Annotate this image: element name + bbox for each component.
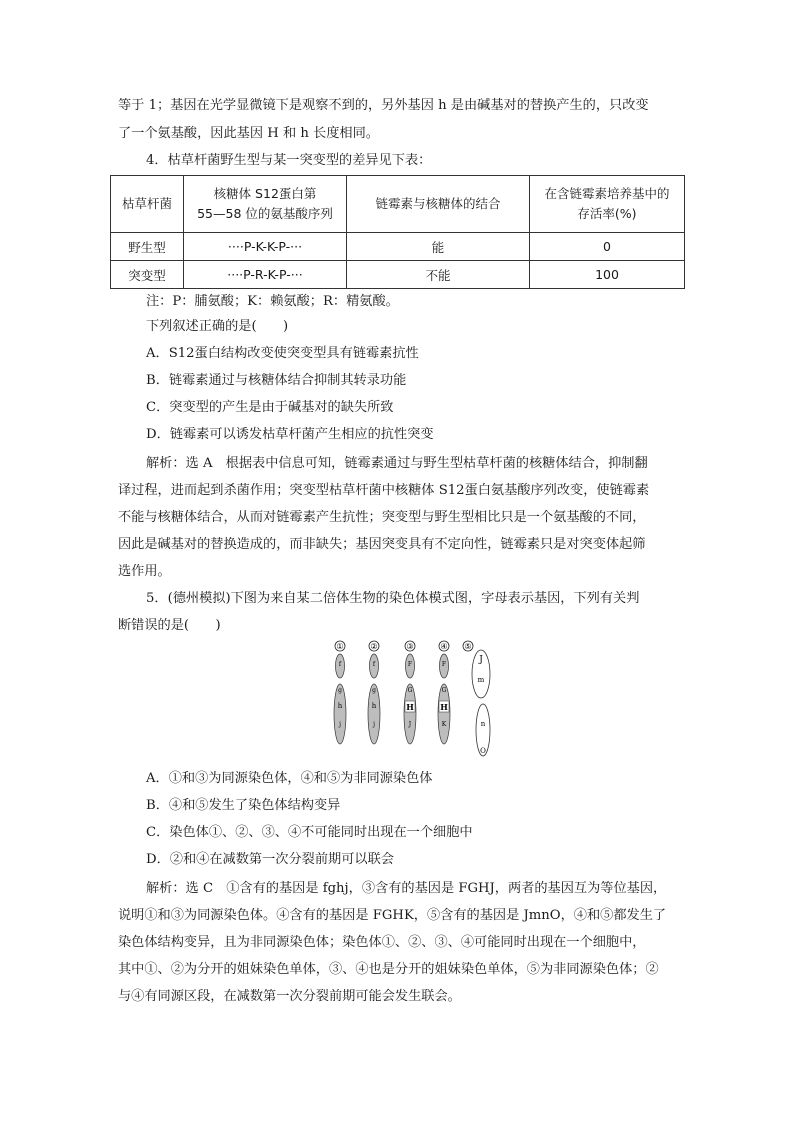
header-cell xyxy=(530,176,685,233)
chromosome-2 xyxy=(368,641,380,744)
answer-line: 解析：选 C ①含有的基因是 fghj，③含有的基因是 FGHJ，两者的基因互为等位基因， xyxy=(146,881,667,896)
header-text: 核糖体 S12蛋白第 xyxy=(213,186,317,201)
chromosome-3 xyxy=(404,641,416,744)
table-cell: 0 xyxy=(530,233,685,261)
gene-label: f xyxy=(338,661,342,668)
gene-label: h xyxy=(337,702,343,710)
question-4-title: 4．枯草杆菌野生型与某一突变型的差异见下表： xyxy=(146,153,432,168)
answer-line: 译过程，进而起到杀菌作用；突变型枯草杆菌中核糖体 S12蛋白氨基酸序列改变，使链霉素 xyxy=(118,483,650,498)
gene-label: f xyxy=(372,661,376,668)
header-text: 在含链霉素培养基中的 xyxy=(544,186,670,201)
gene-label: F xyxy=(407,661,413,668)
header-cell: 枯草杆菌 xyxy=(111,176,184,233)
gene-label: m xyxy=(477,676,485,684)
table-row xyxy=(111,233,685,261)
question-5-title: 断错误的是( ) xyxy=(118,618,221,633)
paragraph-line: 了一个氨基酸，因此基因 H 和 h 长度相同。 xyxy=(118,126,379,141)
question-stem: 下列叙述正确的是( ) xyxy=(146,319,289,334)
gene-label: j xyxy=(373,721,375,728)
gene-label: g xyxy=(372,687,376,694)
answer-line: 说明①和③为同源染色体。④含有的基因是 FGHK，⑤含有的基因是 JmnO，④和⑤都发生了 xyxy=(118,908,667,923)
chromosome-diagram xyxy=(318,640,508,760)
option-d: D．链霉素可以诱发枯草杆菌产生相应的抗性突变 xyxy=(146,427,434,442)
answer-line: 染色体结构变异，且为非同源染色体；染色体①、②、③、④可能同时出现在一个细胞中， xyxy=(118,935,646,950)
chromosome-number: ④ xyxy=(440,642,448,651)
header-text: 55—58 位的氨基酸序列 xyxy=(197,206,333,221)
table-cell: 不能 xyxy=(347,261,530,289)
chromosome-4 xyxy=(438,641,450,744)
gene-label: G xyxy=(441,687,447,694)
gene-label: F xyxy=(441,661,447,668)
answer-line: 其中①、②为分开的姐妹染色单体，③、④也是分开的姐妹染色单体，⑤为非同源染色体；② xyxy=(118,962,659,977)
gene-label: J xyxy=(408,721,412,728)
gene-label: O xyxy=(480,747,486,755)
option-d: D．②和④在减数第一次分裂前期可以联会 xyxy=(146,852,394,867)
gene-label: h xyxy=(371,702,377,710)
answer-line: 不能与核糖体结合，从而对链霉素产生抗性；突变型与野生型相比只是一个氨基酸的不同， xyxy=(118,510,646,525)
table-cell: 野生型 xyxy=(111,233,184,261)
chromosome-5 xyxy=(463,641,490,756)
table-cell: ····P-R-K-P-··· xyxy=(184,261,347,289)
question-5-title: 5．(德州模拟)下图为来自某二倍体生物的染色体模式图，字母表示基因，下列有关判 xyxy=(146,591,640,606)
table-row xyxy=(111,261,685,289)
chromosome-number: ② xyxy=(370,642,378,651)
chromosome-number: ③ xyxy=(406,642,414,651)
option-b: B．链霉素通过与核糖体结合抑制其转录功能 xyxy=(146,373,407,388)
option-c: C．突变型的产生是由于碱基对的缺失所致 xyxy=(146,400,394,415)
table-cell: ····P-K-K-P-··· xyxy=(184,233,347,261)
option-b: B．④和⑤发生了染色体结构变异 xyxy=(146,798,341,813)
answer-line: 选作用。 xyxy=(118,564,171,579)
gene-label: G xyxy=(407,687,413,694)
option-a: A．S12蛋白结构改变使突变型具有链霉素抗性 xyxy=(146,346,419,361)
comparison-table xyxy=(110,175,685,289)
chromosome-number: ① xyxy=(336,642,344,651)
header-text: 存活率(%) xyxy=(577,206,637,221)
paragraph-line: 等于 1；基因在光学显微镜下是观察不到的，另外基因 h 是由碱基对的替换产生的，只改变 xyxy=(118,98,649,113)
table-cell: 突变型 xyxy=(111,261,184,289)
gene-label: K xyxy=(441,721,447,728)
gene-label: H xyxy=(406,702,414,712)
header-cell: 链霉素与核糖体的结合 xyxy=(347,176,530,233)
gene-label: g xyxy=(338,687,342,694)
table-cell: 能 xyxy=(347,233,530,261)
answer-line: 与④有同源区段，在减数第一次分裂前期可能会发生联会。 xyxy=(118,989,461,1004)
gene-label: H xyxy=(440,702,448,712)
table-note: 注：P：脯氨酸；K：赖氨酸；R：精氨酸。 xyxy=(146,294,399,309)
table-cell: 100 xyxy=(530,261,685,289)
answer-line: 因此是碱基对的替换造成的，而非缺失；基因突变具有不定向性，链霉素只是对突变体起筛 xyxy=(118,537,646,552)
chromosome-number: ⑤ xyxy=(464,642,472,651)
gene-label: J xyxy=(479,655,483,665)
option-a: A．①和③为同源染色体，④和⑤为非同源染色体 xyxy=(146,771,433,786)
table-header-row xyxy=(111,176,685,233)
gene-label: n xyxy=(480,720,486,728)
header-cell xyxy=(184,176,347,233)
answer-line: 解析：选 A 根据表中信息可知，链霉素通过与野生型枯草杆菌的核糖体结合，抑制翻 xyxy=(146,456,648,471)
option-c: C．染色体①、②、③、④不可能同时出现在一个细胞中 xyxy=(146,825,473,840)
gene-label: j xyxy=(339,721,341,728)
chromosome-1 xyxy=(334,641,346,744)
